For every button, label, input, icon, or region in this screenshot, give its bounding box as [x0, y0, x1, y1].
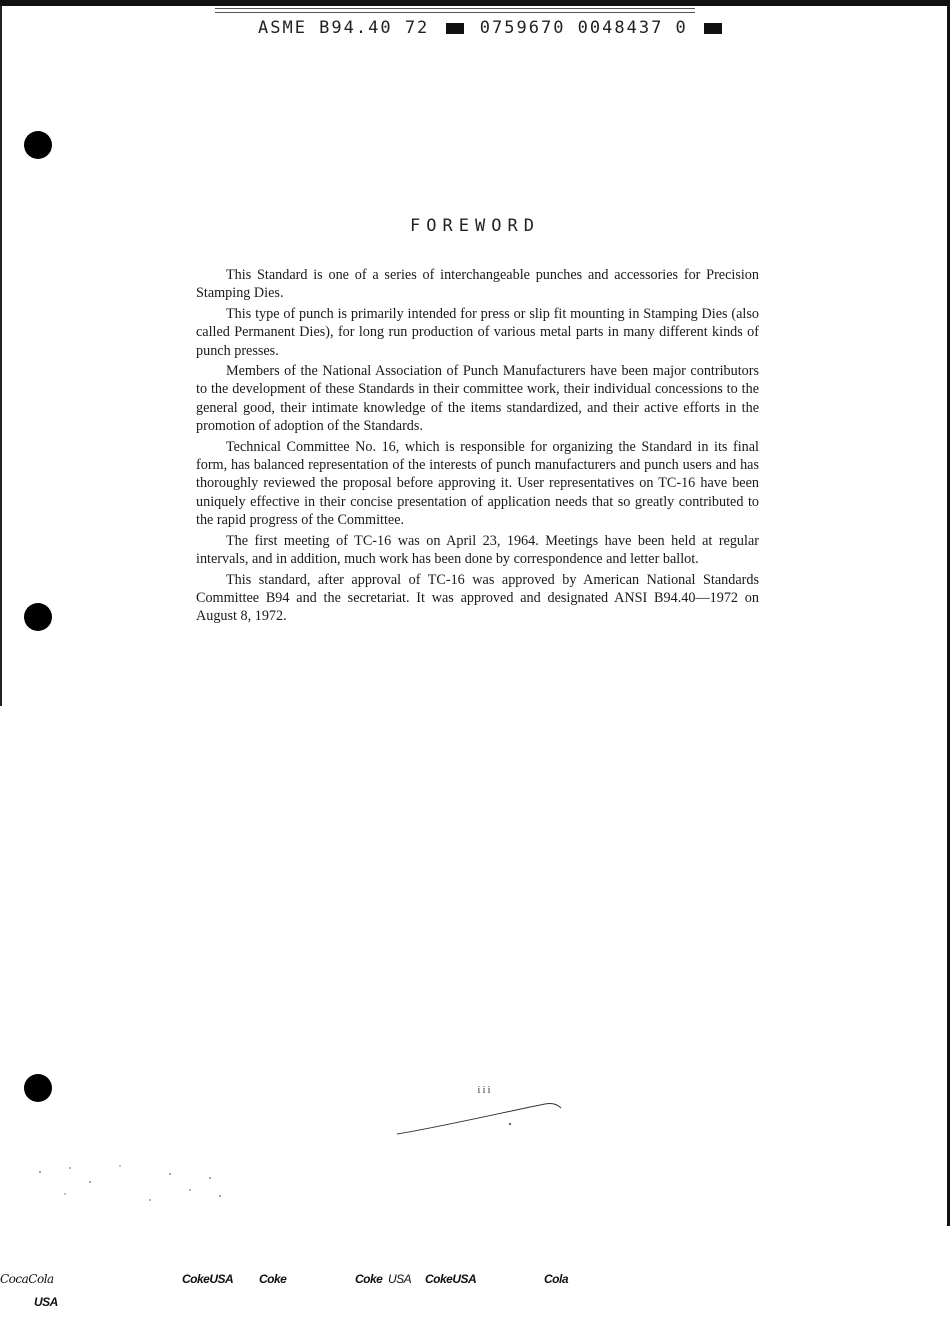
standard-code: ASME B94.40 72 [258, 18, 430, 38]
page-title: FOREWORD [410, 216, 540, 236]
watermark-coke: Coke [259, 1272, 287, 1286]
paragraph: This standard, after approval of TC-16 was approved by American National Standards Committee B94 and the secretariat. It was approved and designated ANSI B94.40—1972 on August 8, 1972. [196, 571, 759, 625]
watermark-cola: Cola [544, 1272, 569, 1286]
document-code-header [258, 18, 698, 38]
paragraph: The first meeting of TC-16 was on April 23, 1964. Meetings have been held at regular intervals, and in addition, much work has been done by correspondence and letter ballot. [196, 532, 759, 568]
scan-noise [30, 1160, 230, 1210]
watermark-coke: Coke [355, 1272, 383, 1286]
scan-left-edge [0, 6, 2, 706]
watermark-cokeusa: CokeUSA [182, 1272, 234, 1286]
pen-mark [395, 1098, 565, 1138]
watermark-cokeusa: CokeUSA [425, 1272, 477, 1286]
paragraph: This Standard is one of a series of interchangeable punches and accessories for Precision Stamping Dies. [196, 267, 759, 302]
paragraph: Members of the National Association of Punch Manufacturers have been major contributors to the development of these Standards in their committee work, their individual concessions to the general good, their intimate knowledge of the items standardized, and their active efforts in the promotion of adoption of the Standards. [196, 363, 759, 435]
watermark-usa: USA [388, 1272, 412, 1286]
page-number: iii [477, 1084, 493, 1096]
paragraph: Technical Committee No. 16, which is responsible for organizing the Standard in its final form, has balanced representation of the interests of punch manufacturers and punch users and has thoroughly reviewed the proposal before approving it. User representatives on TC-16 have been uniquely effective in their concise presentation of application needs that so greatly contributed to the rapid progress of the Committee. [196, 438, 759, 529]
watermark-cocacola-script: CocaCola [0, 1272, 54, 1286]
redaction-block [446, 23, 464, 34]
header-rule-bottom [215, 12, 695, 13]
binder-hole [24, 131, 52, 159]
foreword-body [196, 266, 759, 628]
scan-top-edge [0, 0, 950, 6]
watermark-usa: USA [34, 1295, 58, 1309]
redaction-block [704, 23, 722, 34]
binder-hole [24, 1074, 52, 1102]
binder-hole [24, 603, 52, 631]
catalog-code: 0759670 0048437 0 [479, 18, 688, 38]
paragraph: This type of punch is primarily intended for press or slip fit mounting in Stamping Dies (also called Permanent Dies), for long run production of various metal parts in many different kinds of punch presses. [196, 305, 759, 359]
header-rule-top [215, 8, 695, 9]
